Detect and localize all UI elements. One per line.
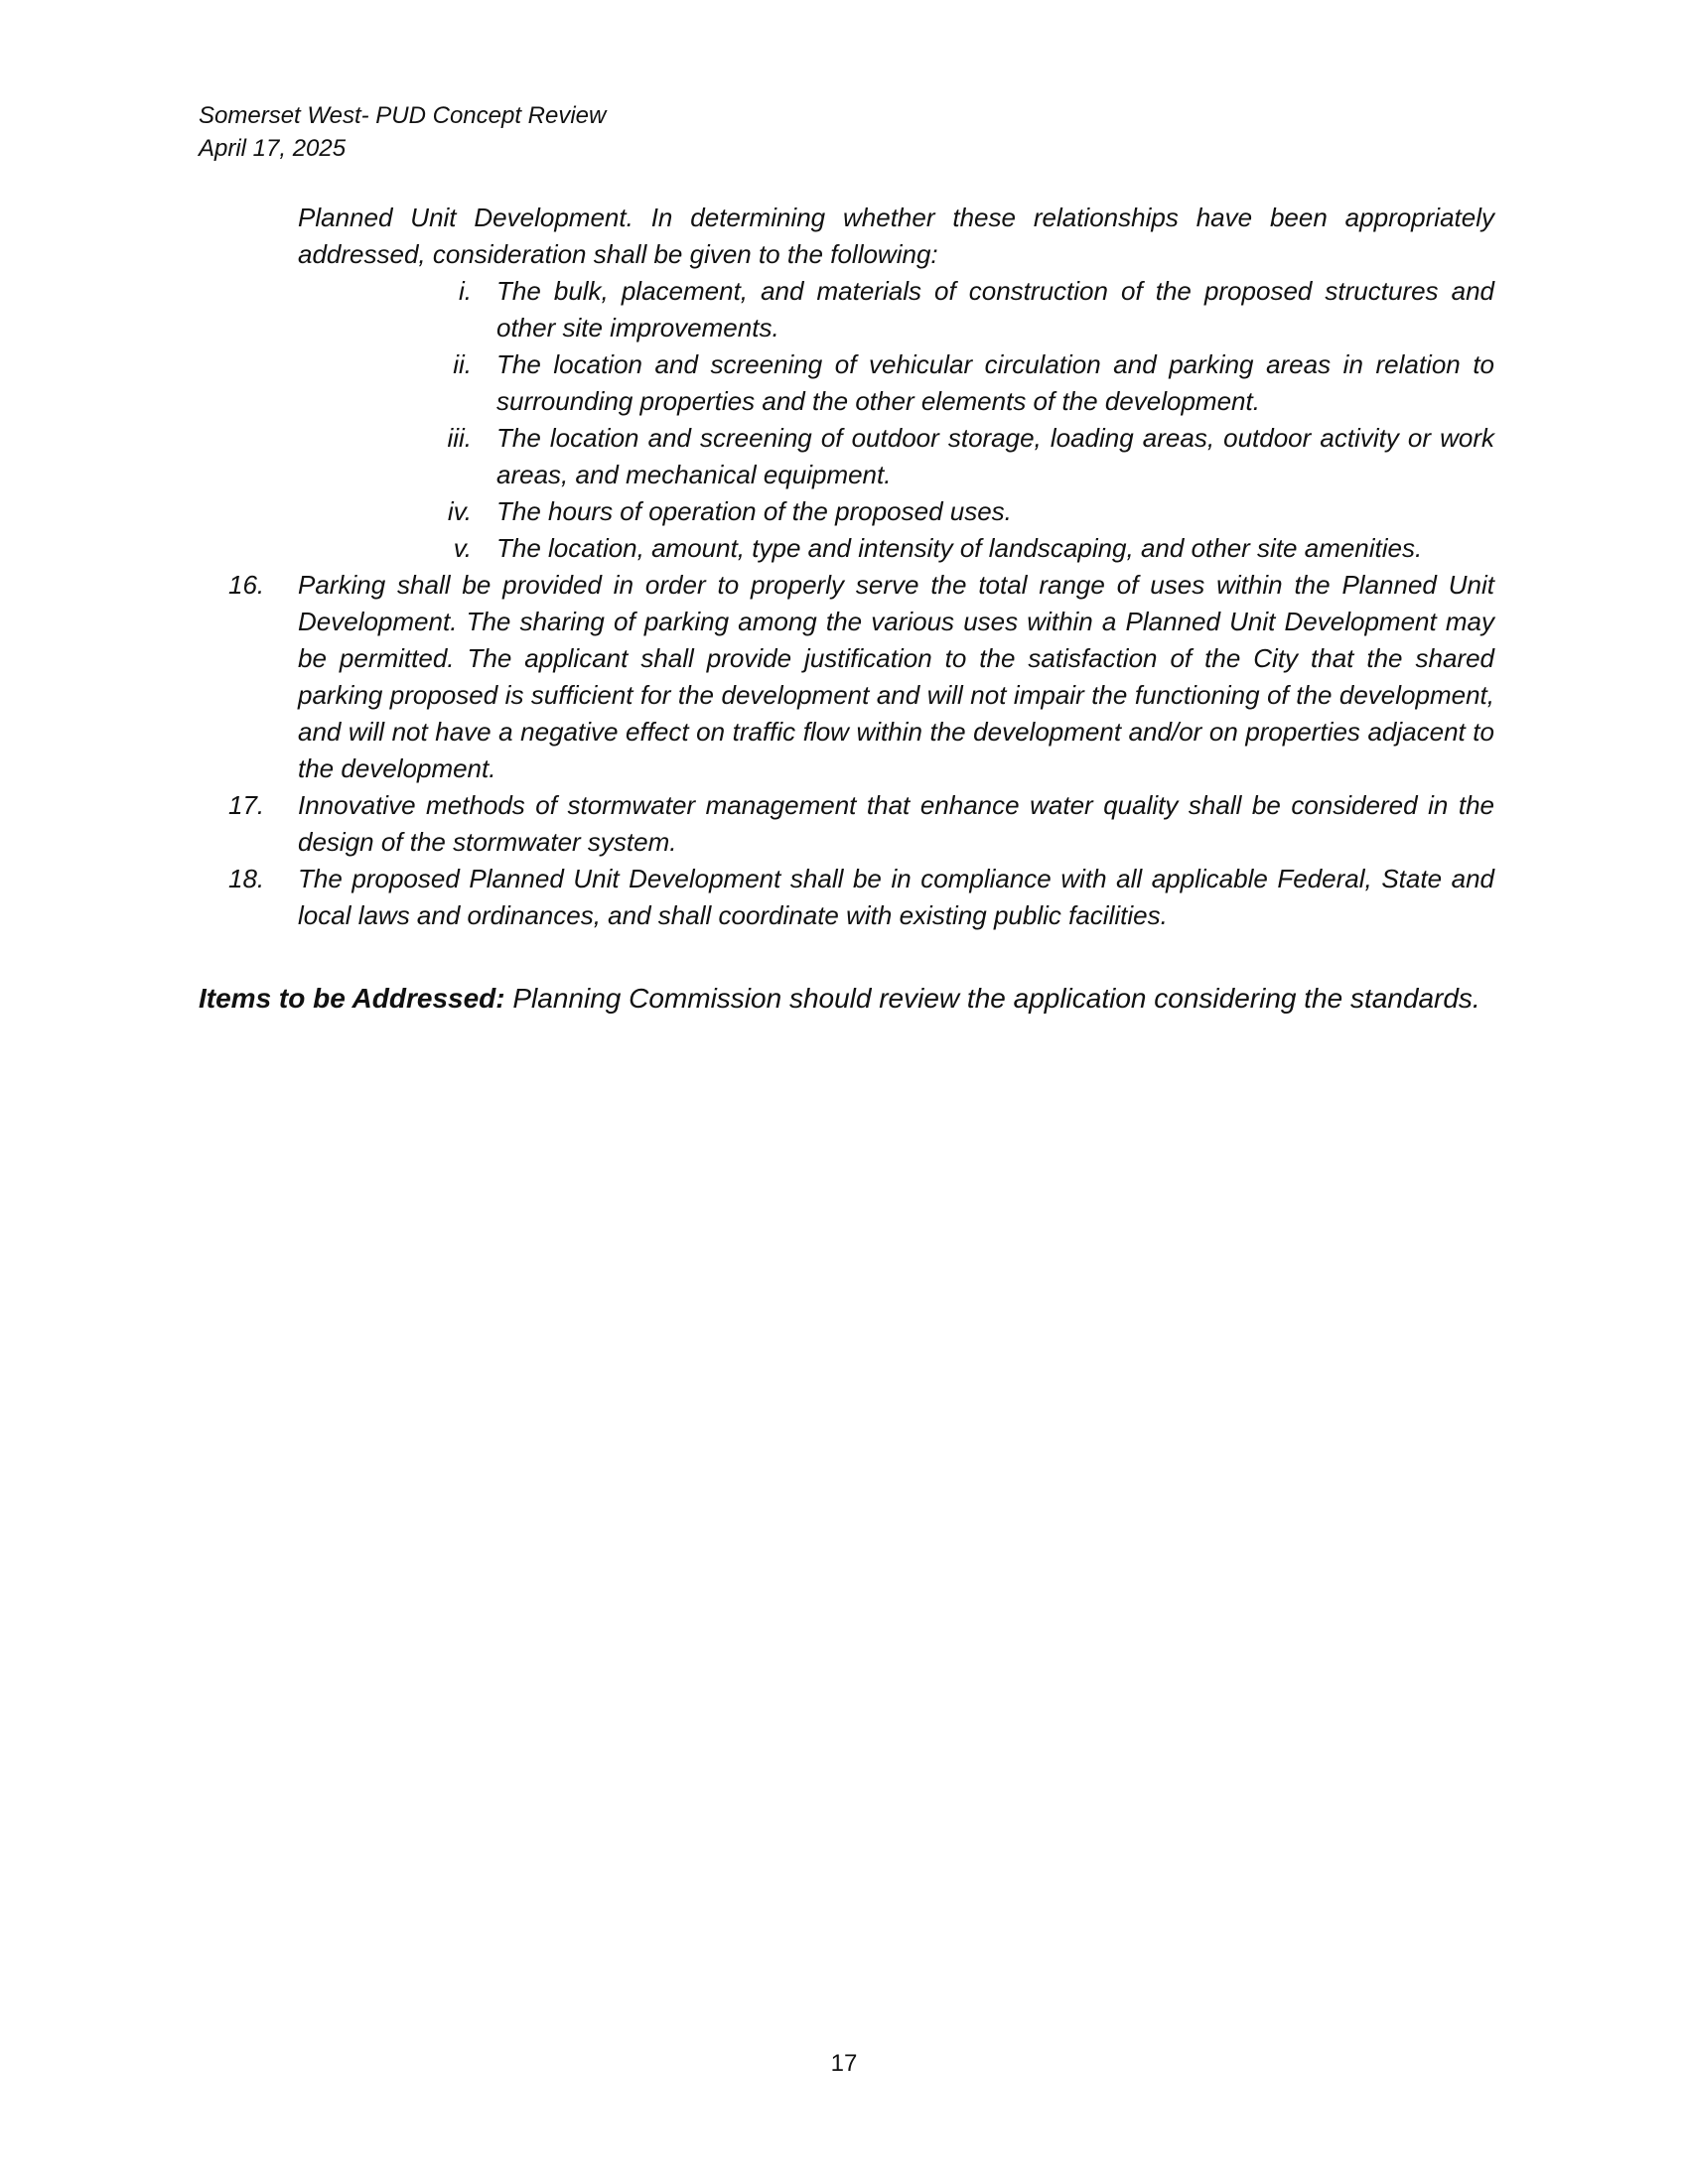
list-marker: iii.	[447, 423, 472, 453]
list-item-text: Innovative methods of stormwater management that enhance water quality shall be considered in the design of the stormwater system.	[298, 790, 1494, 857]
list-item	[392, 420, 1494, 493]
items-to-be-addressed-label: Items to be Addressed:	[199, 983, 505, 1014]
list-item-text: The location and screening of vehicular circulation and parking areas in relation to surrounding properties and the other elements of the development.	[496, 349, 1494, 416]
list-marker: v.	[453, 533, 472, 563]
list-item	[392, 346, 1494, 420]
numbered-list	[228, 567, 1494, 934]
list-item-text: The bulk, placement, and materials of construction of the proposed structures and other site improvements.	[496, 276, 1494, 342]
page-number: 17	[830, 2050, 858, 2077]
list-item-text: Parking shall be provided in order to properly serve the total range of uses within the Planned Unit Development. The sharing of parking among the various uses within a Planned Unit Development may be permitted. The applicant shall provide justification to the satisfaction of the City that the shared parking proposed is sufficient for the development and will not impair the functioning of the development, and will not have a negative effect on traffic flow within the development and/or on properties adjacent to the development.	[298, 570, 1494, 783]
list-marker: 16.	[228, 570, 265, 600]
list-item	[228, 787, 1494, 861]
list-marker: 17.	[228, 790, 265, 820]
items-to-be-addressed-text: Planning Commission should review the application considering the standards.	[504, 983, 1480, 1014]
list-item-text: The location, amount, type and intensity of landscaping, and other site amenities.	[496, 533, 1423, 563]
list-marker: iv.	[447, 496, 472, 526]
page-header	[199, 99, 606, 165]
list-item	[392, 493, 1494, 530]
list-item	[228, 861, 1494, 934]
list-item-text: The hours of operation of the proposed uses.	[496, 496, 1012, 526]
list-item	[392, 530, 1494, 567]
items-to-be-addressed-paragraph	[199, 978, 1494, 1019]
list-marker: 18.	[228, 864, 265, 893]
list-marker: i.	[459, 276, 472, 306]
roman-numeral-list	[392, 273, 1494, 567]
list-marker: ii.	[453, 349, 472, 379]
header-title: Somerset West- PUD Concept Review	[199, 102, 607, 129]
list-item	[392, 273, 1494, 346]
list-item-text: The location and screening of outdoor storage, loading areas, outdoor activity or work areas, and mechanical equipment.	[496, 423, 1494, 489]
intro-paragraph: Planned Unit Development. In determining whether these relationships have been appropriately addressed, consideration shall be given to the following:	[298, 203, 1494, 269]
list-item	[228, 567, 1494, 787]
list-item-text: The proposed Planned Unit Development shall be in compliance with all applicable Federal, State and local laws and ordinances, and shall coordinate with existing public facilities.	[298, 864, 1494, 930]
header-date: April 17, 2025	[199, 135, 347, 162]
